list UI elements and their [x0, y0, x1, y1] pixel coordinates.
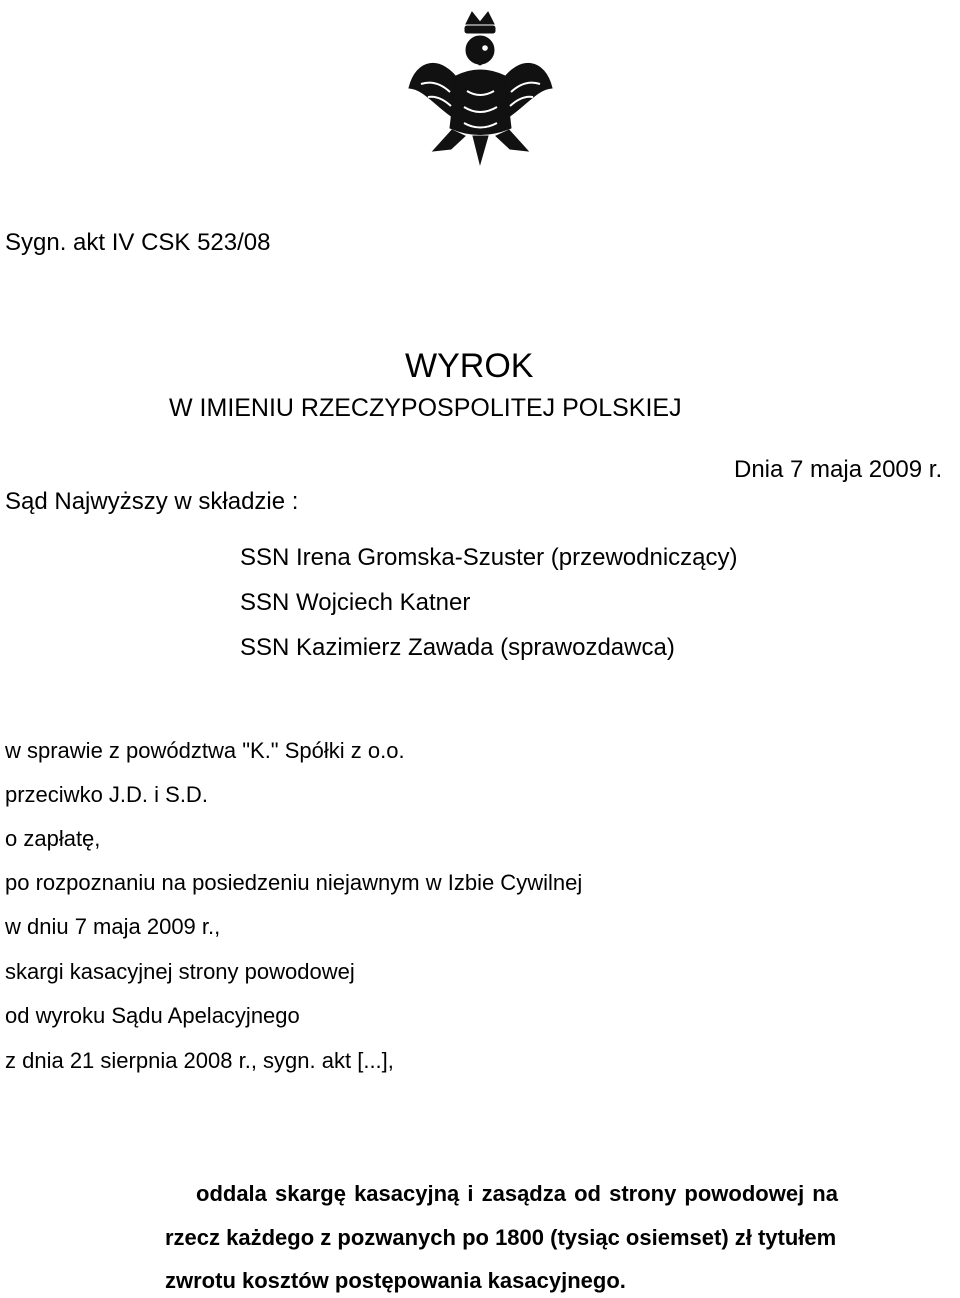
case-line-1: w sprawie z powództwa "K." Spółki z o.o. — [5, 738, 405, 763]
case-line-8: z dnia 21 sierpnia 2008 r., sygn. akt [...], — [5, 1048, 394, 1073]
verdict-line-3: zwrotu kosztów postępowania kasacyjnego. — [165, 1268, 626, 1293]
polish-eagle-emblem — [403, 6, 558, 168]
case-line-5: w dniu 7 maja 2009 r., — [5, 914, 221, 939]
case-line-4: po rozpoznaniu na posiedzeniu niejawnym w Izbie Cywilnej — [5, 870, 583, 895]
case-line-2: przeciwko J.D. i S.D. — [5, 782, 208, 807]
document-subtitle: W IMIENIU RZECZYPOSPOLITEJ POLSKIEJ — [169, 394, 682, 422]
case-line-6: skargi kasacyjnej strony powodowej — [5, 959, 355, 984]
panel-member-2: SSN Wojciech Katner — [240, 589, 471, 616]
case-line-3: o zapłatę, — [5, 826, 101, 851]
court-composition-label: Sąd Najwyższy w składzie : — [5, 488, 299, 515]
document-title: WYROK — [405, 347, 534, 385]
case-signature: Sygn. akt IV CSK 523/08 — [5, 229, 271, 256]
panel-member-1: SSN Irena Gromska-Szuster (przewodniczący) — [240, 544, 738, 571]
judgment-date: Dnia 7 maja 2009 r. — [734, 456, 943, 483]
case-line-7: od wyroku Sądu Apelacyjnego — [5, 1003, 300, 1028]
panel-member-3: SSN Kazimierz Zawada (sprawozdawca) — [240, 634, 675, 661]
verdict-line-1: oddala skargę kasacyjną i zasądza od strony powodowej na — [196, 1181, 838, 1206]
verdict-line-2: rzecz każdego z pozwanych po 1800 (tysiąc osiemset) zł tytułem — [165, 1225, 837, 1250]
